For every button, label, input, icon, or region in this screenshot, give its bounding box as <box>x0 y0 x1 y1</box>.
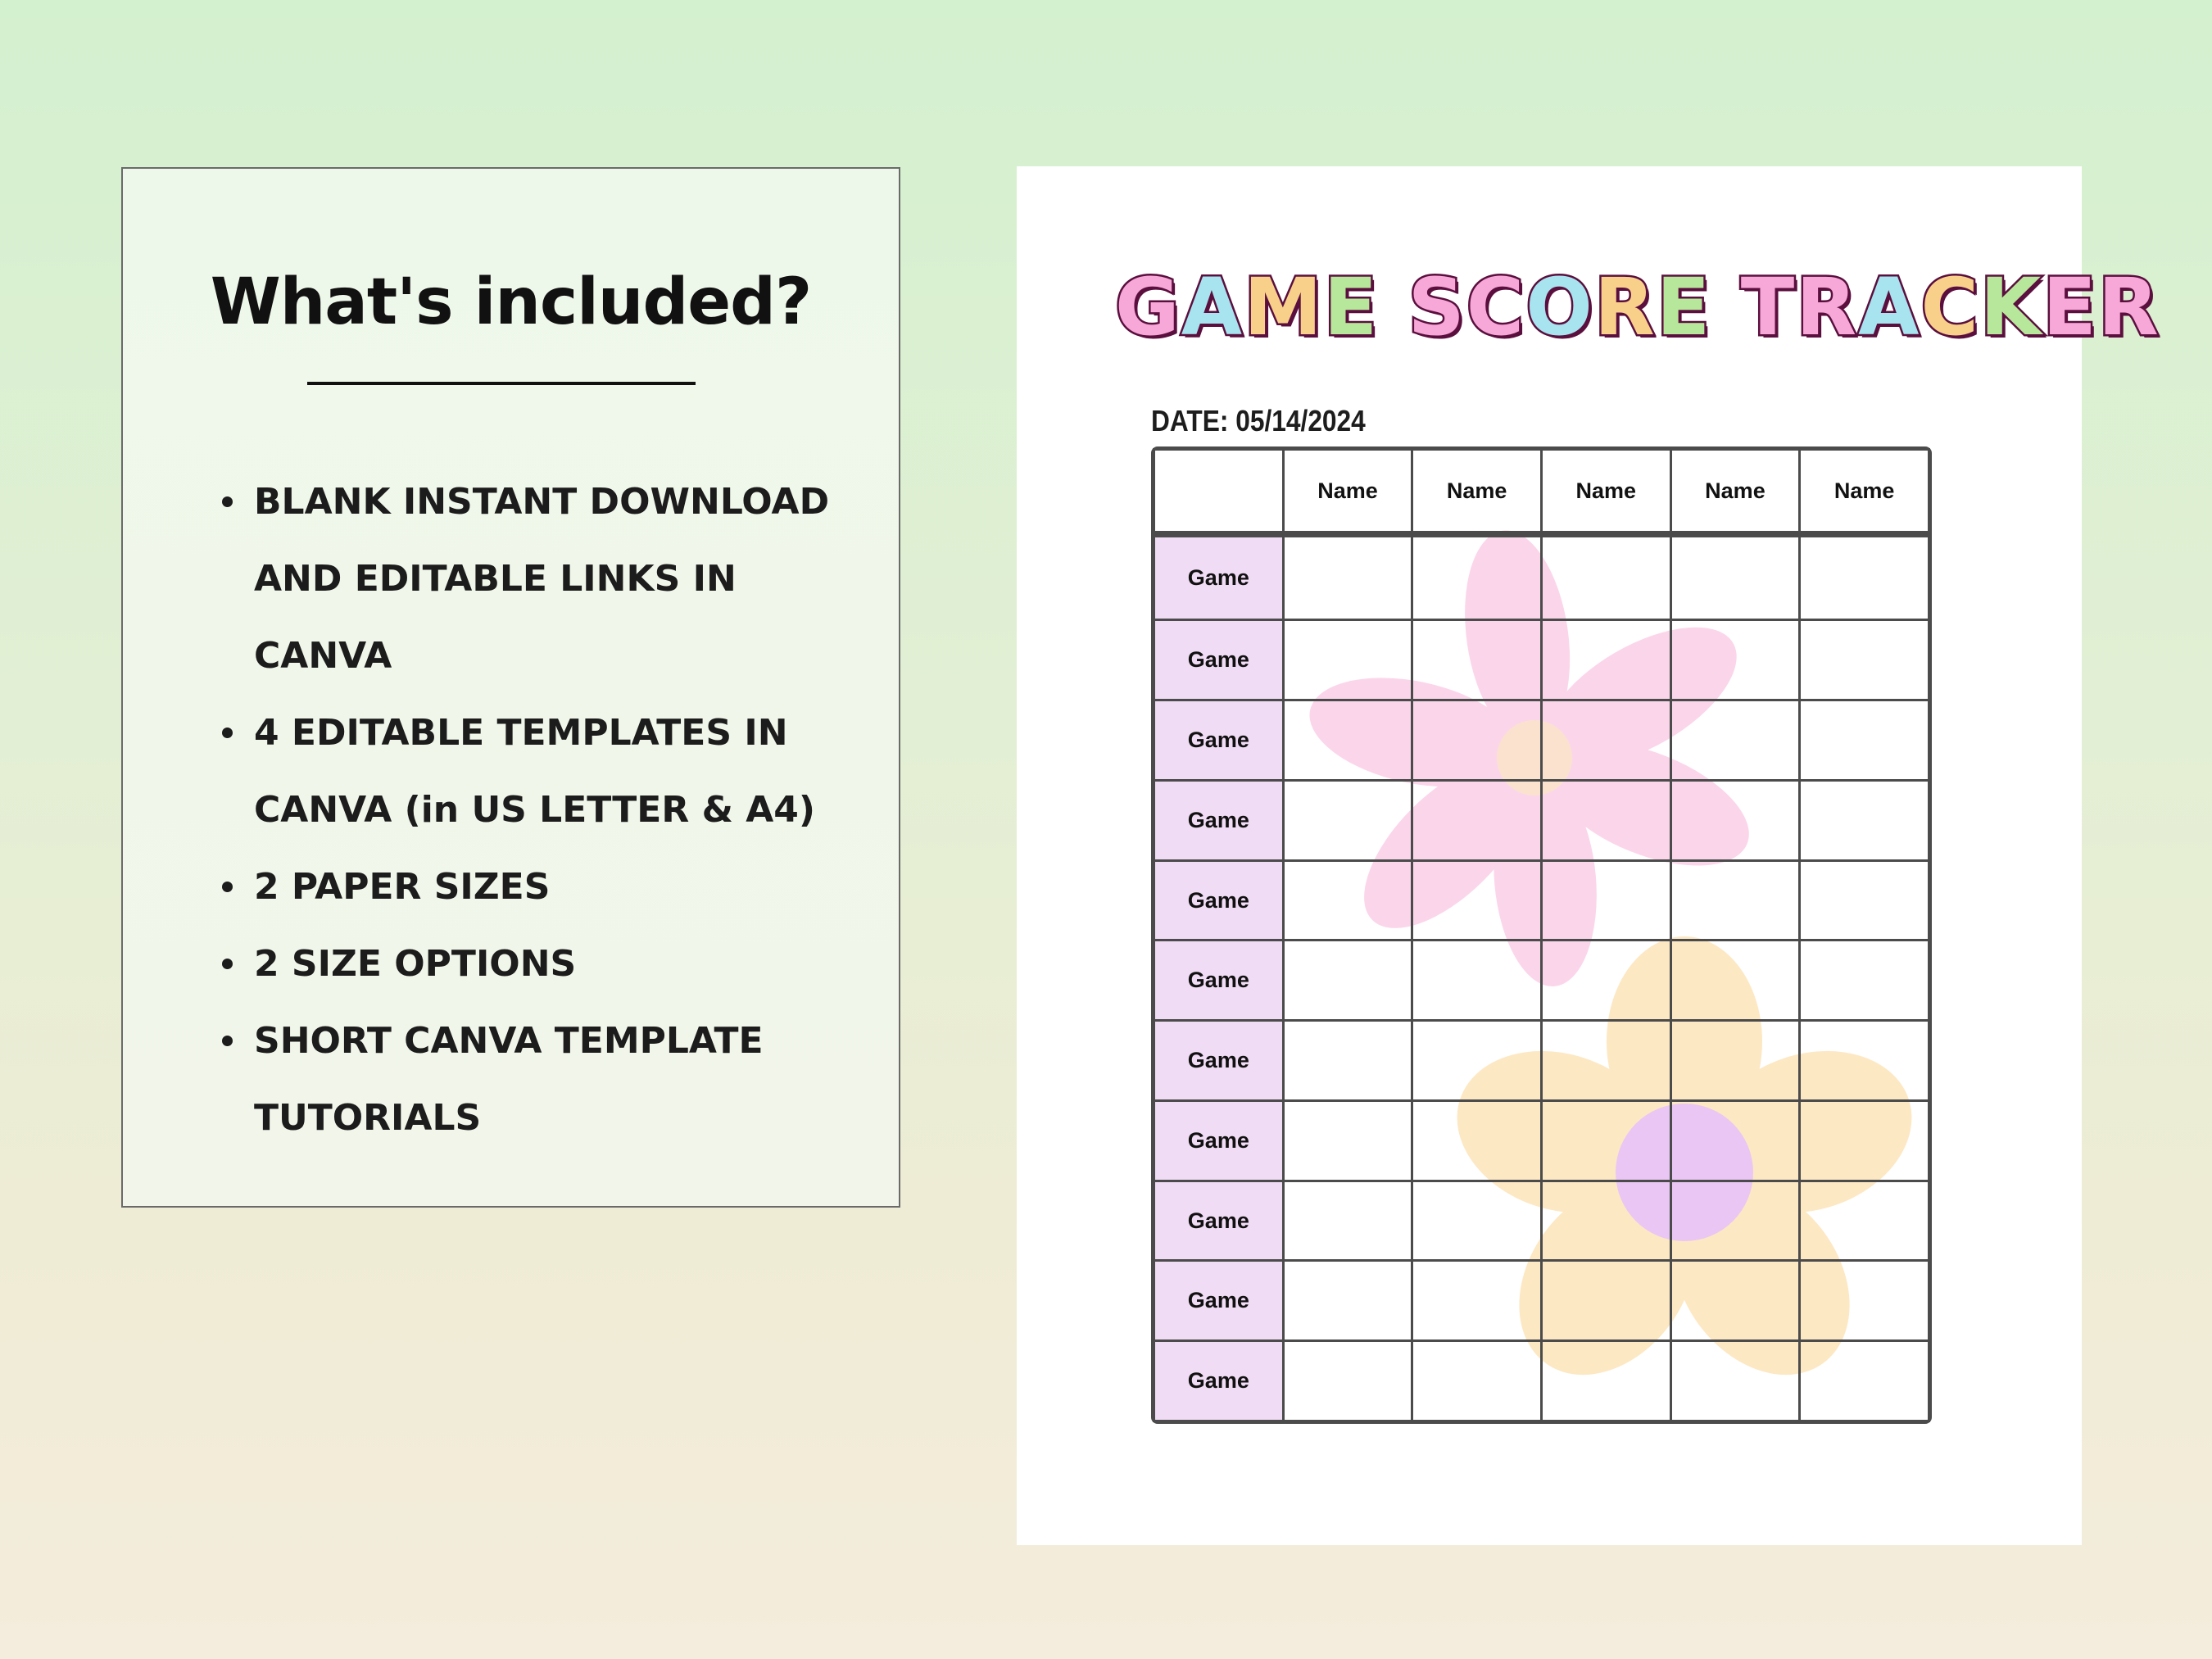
player-name-header[interactable]: Name <box>1800 450 1929 535</box>
score-cell[interactable] <box>1283 941 1412 1021</box>
feature-text: 2 PAPER SIZES <box>254 866 551 908</box>
score-cell[interactable] <box>1800 860 1929 941</box>
game-label: Game <box>1154 700 1284 781</box>
card-title: What's included? <box>210 265 812 339</box>
feature-item <box>254 926 877 1003</box>
score-cell[interactable] <box>1541 780 1670 860</box>
bullet-icon <box>222 1036 233 1046</box>
score-cell[interactable] <box>1670 1261 1800 1341</box>
score-cell[interactable] <box>1670 1341 1800 1421</box>
header-row <box>1154 450 1929 535</box>
score-cell[interactable] <box>1412 700 1542 781</box>
score-cell[interactable] <box>1800 1261 1929 1341</box>
score-cell[interactable] <box>1800 620 1929 700</box>
table-row <box>1154 1341 1929 1421</box>
title-divider <box>307 382 696 385</box>
score-cell[interactable] <box>1283 1261 1412 1341</box>
score-cell[interactable] <box>1800 1341 1929 1421</box>
table-row <box>1154 1100 1929 1181</box>
title-letter: O <box>1525 261 1594 353</box>
score-cell[interactable] <box>1670 534 1800 620</box>
feature-text: 2 SIZE OPTIONS <box>254 943 577 985</box>
game-label: Game <box>1154 1021 1284 1101</box>
feature-list <box>254 464 877 1157</box>
score-cell[interactable] <box>1800 1021 1929 1101</box>
title-letter: E <box>1323 261 1380 353</box>
score-cell[interactable] <box>1283 860 1412 941</box>
score-cell[interactable] <box>1800 941 1929 1021</box>
score-cell[interactable] <box>1800 780 1929 860</box>
score-cell[interactable] <box>1541 700 1670 781</box>
score-cell[interactable] <box>1670 700 1800 781</box>
table-row <box>1154 780 1929 860</box>
title-letter: T <box>1740 261 1797 353</box>
score-cell[interactable] <box>1412 1100 1542 1181</box>
title-letter: R <box>1796 261 1859 353</box>
title-letter: E <box>2042 261 2098 353</box>
score-cell[interactable] <box>1541 1341 1670 1421</box>
score-cell[interactable] <box>1670 1021 1800 1101</box>
player-name-header[interactable]: Name <box>1541 450 1670 535</box>
score-cell[interactable] <box>1800 1181 1929 1261</box>
score-table <box>1153 448 1930 1422</box>
title-letter: R <box>1593 261 1657 353</box>
title-letter: C <box>1920 261 1980 353</box>
player-name-header[interactable]: Name <box>1670 450 1800 535</box>
score-cell[interactable] <box>1283 1021 1412 1101</box>
game-label: Game <box>1154 1341 1284 1421</box>
score-cell[interactable] <box>1800 700 1929 781</box>
score-cell[interactable] <box>1283 534 1412 620</box>
feature-item <box>254 464 877 695</box>
table-row <box>1154 1021 1929 1101</box>
score-cell[interactable] <box>1283 620 1412 700</box>
title-letter: G <box>1115 261 1181 353</box>
game-label: Game <box>1154 941 1284 1021</box>
bullet-icon <box>222 882 233 892</box>
score-cell[interactable] <box>1800 534 1929 620</box>
bullet-icon <box>222 728 233 738</box>
feature-item <box>254 849 877 926</box>
score-cell[interactable] <box>1541 860 1670 941</box>
game-label: Game <box>1154 780 1284 860</box>
score-cell[interactable] <box>1412 780 1542 860</box>
score-cell[interactable] <box>1670 620 1800 700</box>
score-cell[interactable] <box>1412 534 1542 620</box>
feature-text: BLANK INSTANT DOWNLOAD AND EDITABLE LINKS IN CANVA <box>254 481 830 677</box>
score-cell[interactable] <box>1283 1100 1412 1181</box>
whats-included-card <box>121 167 900 1208</box>
table-row <box>1154 700 1929 781</box>
player-name-header[interactable]: Name <box>1283 450 1412 535</box>
title-letter: M <box>1244 261 1324 353</box>
score-cell[interactable] <box>1541 1100 1670 1181</box>
table-row <box>1154 1181 1929 1261</box>
score-cell[interactable] <box>1541 1021 1670 1101</box>
title-letter: E <box>1656 261 1712 353</box>
game-label: Game <box>1154 1261 1284 1341</box>
score-cell[interactable] <box>1670 780 1800 860</box>
score-cell[interactable] <box>1541 941 1670 1021</box>
tracker-page-preview <box>1017 166 2160 1545</box>
bullet-icon <box>222 496 233 507</box>
score-rows <box>1154 534 1929 1421</box>
table-row <box>1154 1261 1929 1341</box>
game-label: Game <box>1154 860 1284 941</box>
score-cell[interactable] <box>1412 1341 1542 1421</box>
title-letter: C <box>1466 261 1526 353</box>
title-letter: S <box>1407 261 1466 353</box>
score-cell[interactable] <box>1670 941 1800 1021</box>
game-label: Game <box>1154 620 1284 700</box>
table-row <box>1154 860 1929 941</box>
feature-text: 4 EDITABLE TEMPLATES IN CANVA (in US LETTER & A4) <box>254 712 816 831</box>
score-cell[interactable] <box>1412 1261 1542 1341</box>
date-label: DATE: 05/14/2024 <box>1151 404 1366 437</box>
score-cell[interactable] <box>1283 1341 1412 1421</box>
score-cell[interactable] <box>1541 1181 1670 1261</box>
score-cell[interactable] <box>1283 700 1412 781</box>
feature-item <box>254 695 877 849</box>
score-cell[interactable] <box>1670 1181 1800 1261</box>
player-name-header[interactable]: Name <box>1412 450 1542 535</box>
bullet-icon <box>222 959 233 969</box>
table-row <box>1154 534 1929 620</box>
score-cell[interactable] <box>1670 1100 1800 1181</box>
title-letter: A <box>1858 261 1921 353</box>
score-cell[interactable] <box>1412 1181 1542 1261</box>
score-cell[interactable] <box>1541 1261 1670 1341</box>
feature-item <box>254 1003 877 1157</box>
corner-cell <box>1154 450 1284 535</box>
game-label: Game <box>1154 1100 1284 1181</box>
title-letter: K <box>1979 261 2043 353</box>
table-row <box>1154 941 1929 1021</box>
score-cell[interactable] <box>1541 534 1670 620</box>
game-label: Game <box>1154 1181 1284 1261</box>
score-cell[interactable] <box>1412 941 1542 1021</box>
score-cell[interactable] <box>1800 1100 1929 1181</box>
title-letter: R <box>2097 261 2160 353</box>
feature-text: SHORT CANVA TEMPLATE TUTORIALS <box>254 1020 764 1139</box>
game-label: Game <box>1154 534 1284 620</box>
title-letter: A <box>1181 261 1244 353</box>
score-cell[interactable] <box>1412 1021 1542 1101</box>
score-cell[interactable] <box>1283 780 1412 860</box>
score-cell[interactable] <box>1412 620 1542 700</box>
score-cell[interactable] <box>1670 860 1800 941</box>
score-cell[interactable] <box>1283 1181 1412 1261</box>
score-cell[interactable] <box>1541 620 1670 700</box>
score-cell[interactable] <box>1412 860 1542 941</box>
table-row <box>1154 620 1929 700</box>
